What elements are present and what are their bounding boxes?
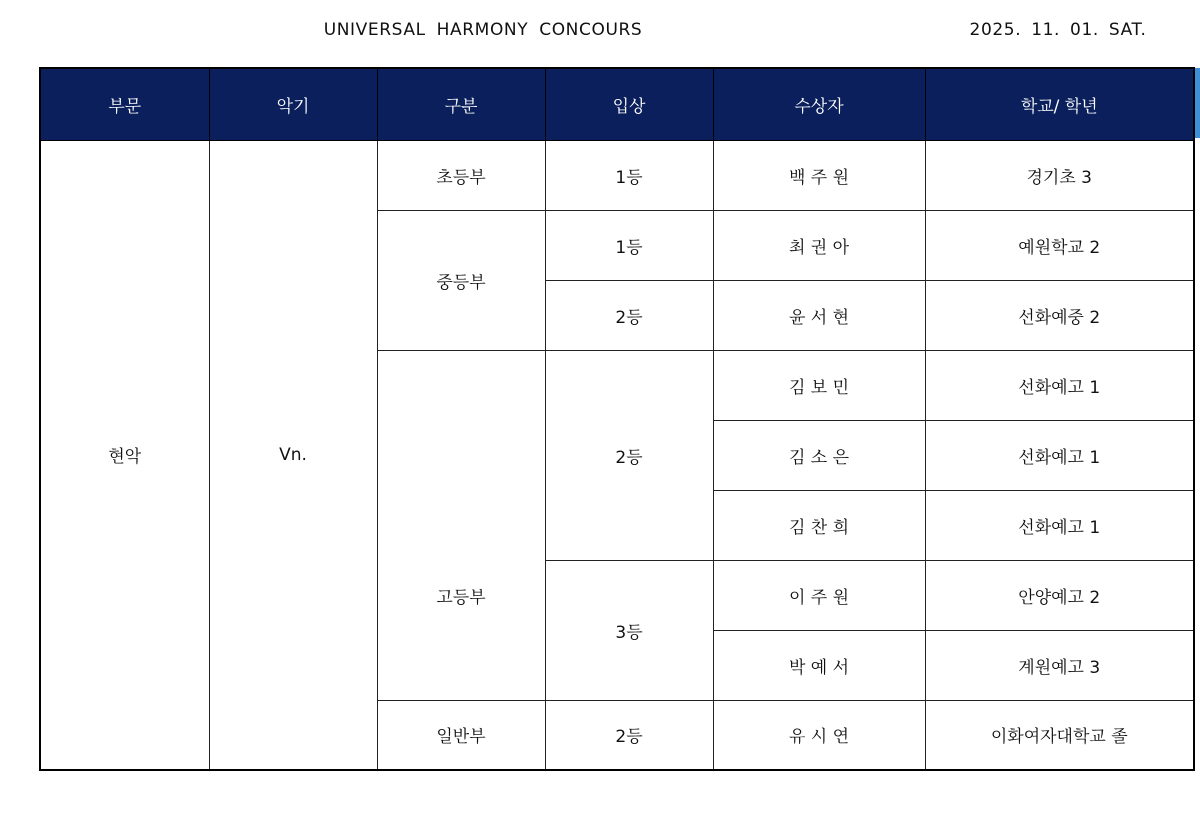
award-cell: 1등 <box>545 140 713 210</box>
column-header-school-grade: 학교/ 학년 <box>925 68 1194 140</box>
winner-name-cell: 김 보 민 <box>713 350 925 420</box>
award-cell: 2등 <box>545 350 713 560</box>
school-grade-cell: 예원학교 2 <box>925 210 1194 280</box>
school-grade-cell: 안양예고 2 <box>925 560 1194 630</box>
school-grade-cell: 이화여자대학교 졸 <box>925 700 1194 770</box>
award-cell: 2등 <box>545 700 713 770</box>
winner-name-cell: 이 주 원 <box>713 560 925 630</box>
event-date: 2025. 11. 01. SAT. <box>969 20 1147 40</box>
winner-name-cell: 김 소 은 <box>713 420 925 490</box>
table-row <box>40 140 1194 210</box>
table-body <box>40 140 1194 770</box>
school-grade-cell: 선화예고 1 <box>925 490 1194 560</box>
category-cell: 일반부 <box>377 700 545 770</box>
column-header-instrument: 악기 <box>209 68 377 140</box>
school-grade-cell: 계원예고 3 <box>925 630 1194 700</box>
school-grade-cell: 경기초 3 <box>925 140 1194 210</box>
award-cell: 1등 <box>545 210 713 280</box>
division-cell: 현악 <box>40 140 209 770</box>
instrument-cell: Vn. <box>209 140 377 770</box>
header-row <box>40 68 1194 140</box>
results-table <box>39 67 1195 771</box>
category-cell: 초등부 <box>377 140 545 210</box>
award-cell: 2등 <box>545 280 713 350</box>
category-cell: 중등부 <box>377 210 545 350</box>
award-cell: 3등 <box>545 560 713 700</box>
column-header-division: 부문 <box>40 68 209 140</box>
winner-name-cell: 박 예 서 <box>713 630 925 700</box>
document-header <box>0 0 1200 64</box>
winner-name-cell: 백 주 원 <box>713 140 925 210</box>
school-grade-cell: 선화예중 2 <box>925 280 1194 350</box>
winner-name-cell: 윤 서 현 <box>713 280 925 350</box>
category-cell: 고등부 <box>377 350 545 700</box>
table-header <box>40 68 1194 140</box>
column-header-category: 구분 <box>377 68 545 140</box>
school-grade-cell: 선화예고 1 <box>925 420 1194 490</box>
winner-name-cell: 김 찬 희 <box>713 490 925 560</box>
column-header-winner: 수상자 <box>713 68 925 140</box>
column-header-award: 입상 <box>545 68 713 140</box>
school-grade-cell: 선화예고 1 <box>925 350 1194 420</box>
winner-name-cell: 최 권 아 <box>713 210 925 280</box>
event-title: UNIVERSAL HARMONY CONCOURS <box>323 20 643 40</box>
winner-name-cell: 유 시 연 <box>713 700 925 770</box>
